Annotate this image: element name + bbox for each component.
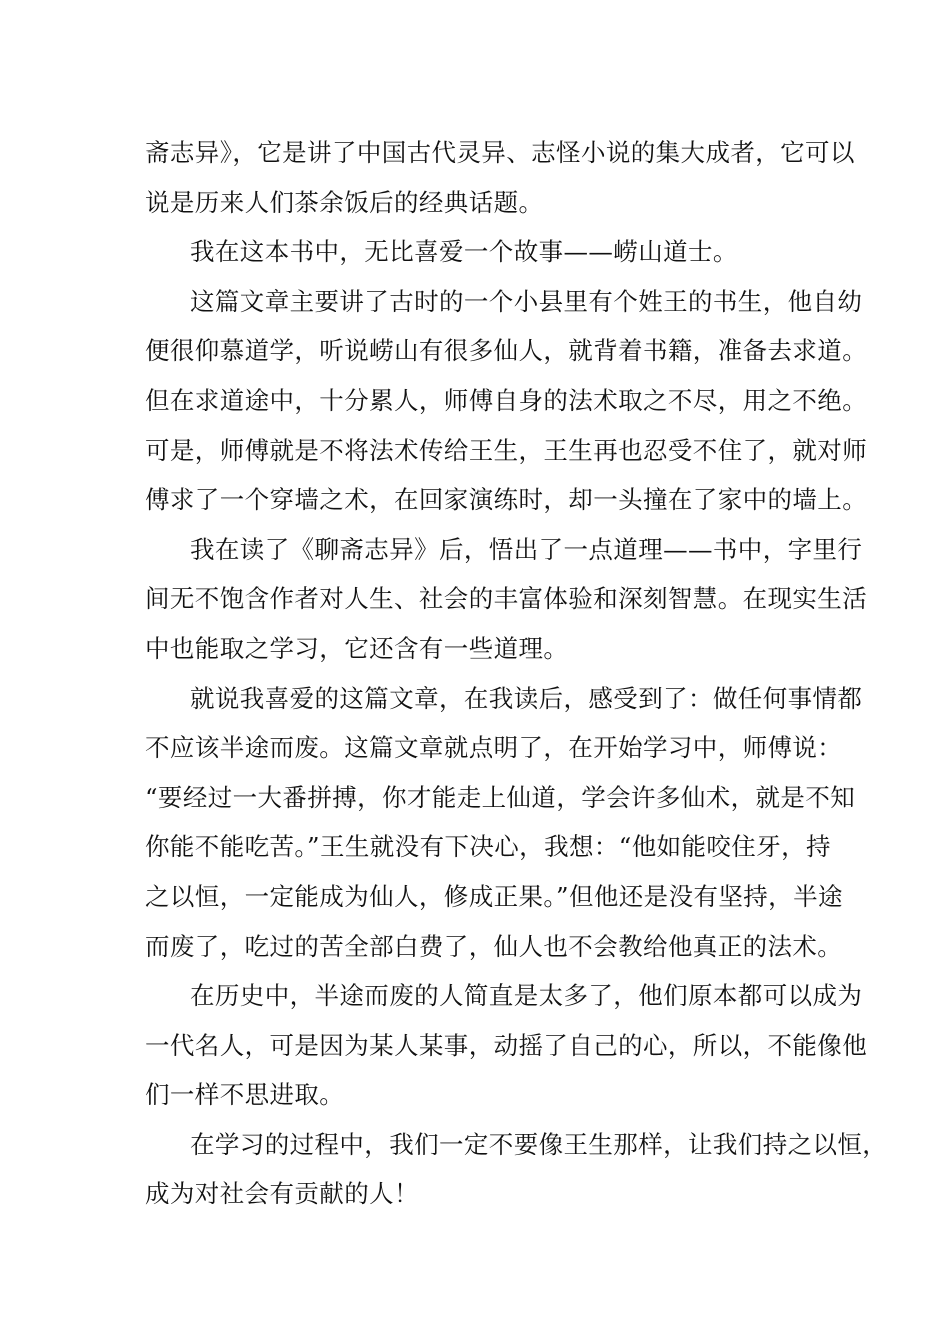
text-line: 在历史中，半途而废的人简直是太多了，他们原本都可以成为: [190, 981, 863, 1011]
text-line: 而废了，吃过的苦全部白费了，仙人也不会教给他真正的法术。: [145, 931, 843, 961]
text-line: “要经过一大番拼搏，你才能走上仙道，学会许多仙术，就是不知: [145, 782, 856, 812]
text-line: 傅求了一个穿墙之术，在回家演练时，却一头撞在了家中的墙上。: [145, 485, 868, 515]
document-body: [145, 128, 888, 1219]
text-line: 就说我喜爱的这篇文章，在我读后，感受到了：做任何事情都: [190, 683, 863, 713]
text-line: 便很仰慕道学，听说崂山有很多仙人，就背着书籍，准备去求道。: [145, 336, 868, 366]
text-line: 成为对社会有贡献的人！: [145, 1179, 419, 1209]
text-line: 在学习的过程中，我们一定不要像王生那样，让我们持之以恒，: [190, 1129, 888, 1159]
text-line: 之以恒，一定能成为仙人，修成正果。”但他还是没有坚持，半途: [145, 881, 843, 911]
text-line: 不应该半途而废。这篇文章就点明了，在开始学习中，师傅说：: [145, 733, 843, 763]
text-line: 说是历来人们茶余饭后的经典话题。: [145, 187, 544, 217]
text-line: 你能不能吃苦。”王生就没有下决心，我想：“他如能咬住牙，持: [145, 832, 831, 862]
text-line: 这篇文章主要讲了古时的一个小县里有个姓王的书生，他自幼: [190, 286, 863, 316]
text-line: 间无不饱含作者对人生、社会的丰富体验和深刻智慧。在现实生活: [145, 584, 868, 614]
text-line: 们一样不思进取。: [145, 1080, 345, 1110]
text-line: 可是，师傅就是不将法术传给王生，王生再也忍受不住了，就对师: [145, 435, 868, 465]
text-line: 我在这本书中，无比喜爱一个故事——崂山道士。: [190, 237, 738, 267]
text-line: 斋志异》，它是讲了中国古代灵异、志怪小说的集大成者，它可以: [145, 138, 855, 167]
text-line: 一代名人，可是因为某人某事，动摇了自己的心，所以，不能像他: [145, 1030, 868, 1060]
text-line: 但在求道途中，十分累人，师傅自身的法术取之不尽，用之不绝。: [145, 385, 868, 415]
text-line: 中也能取之学习，它还含有一些道理。: [145, 633, 569, 663]
text-line: 我在读了《聊斋志异》后，悟出了一点道理——书中，字里行: [190, 534, 863, 564]
